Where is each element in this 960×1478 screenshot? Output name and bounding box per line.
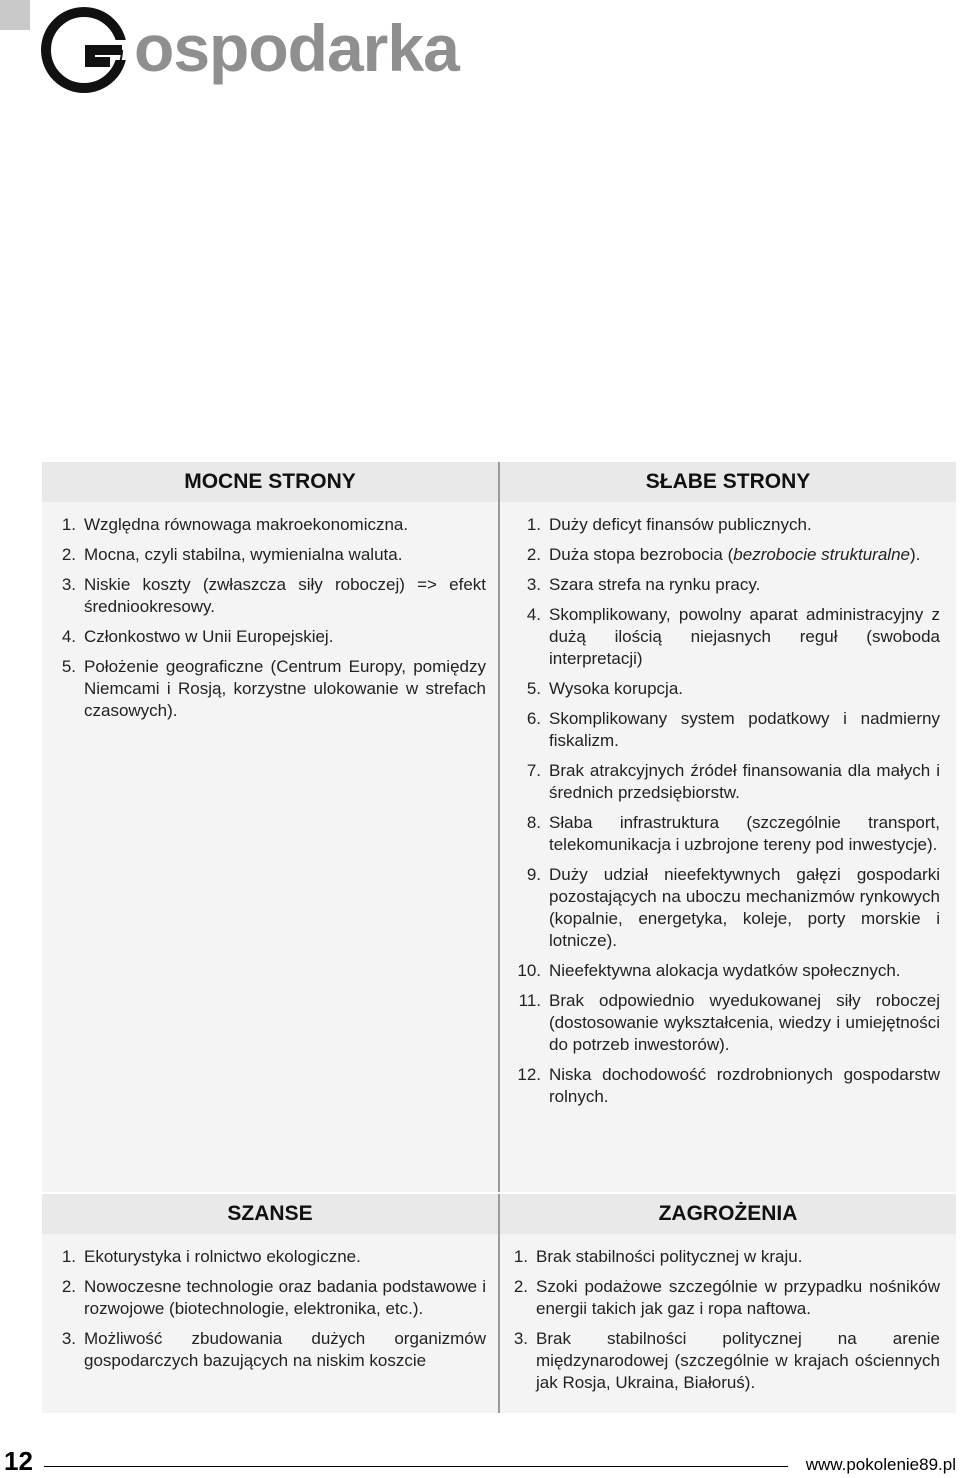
item-number: 1. [61, 1247, 76, 1266]
item-number: 1. [61, 515, 76, 534]
item-text: Brak stabilności politycznej na arenie międzynarodowej (szczególnie w krajach ościennych jak Rosja, Ukraina, Białoruś). [536, 1329, 940, 1392]
logo-letter-g [40, 6, 128, 94]
weaknesses-item [506, 708, 940, 752]
weaknesses-item [506, 990, 940, 1056]
weaknesses-item [506, 760, 940, 804]
item-text: Szoki podażowe szczególnie w przypadku nośników energii takich jak gaz i ropa naftowa. [536, 1277, 940, 1318]
item-text: Niska dochodowość rozdrobnionych gospodarstw rolnych. [549, 1065, 940, 1106]
item-text: Niskie koszty (zwłaszcza siły roboczej) => efekt średniookresowy. [84, 575, 486, 616]
item-number: 12. [517, 1065, 541, 1084]
opportunities-heading: SZANSE [42, 1194, 498, 1234]
item-number: 1. [513, 1247, 528, 1266]
threats-item [506, 1328, 940, 1394]
strengths-heading: MOCNE STRONY [42, 462, 498, 502]
item-text: Brak atrakcyjnych źródeł finansowania dla małych i średnich przedsiębiorstw. [549, 761, 940, 802]
strengths-item [54, 626, 486, 648]
item-text: Brak stabilności politycznej w kraju. [536, 1247, 803, 1266]
threats-heading: ZAGROŻENIA [500, 1194, 956, 1234]
item-number: 3. [61, 1329, 76, 1348]
item-text: Duża stopa bezrobocia (bezrobocie strukturalne). [549, 545, 921, 564]
item-number: 10. [517, 961, 541, 980]
opportunities-quadrant [42, 1194, 498, 1380]
item-text: Duży deficyt finansów publicznych. [549, 515, 812, 534]
item-text: Nieefektywna alokacja wydatków społecznych. [549, 961, 901, 980]
item-number: 3. [513, 1329, 528, 1348]
item-text: Słaba infrastruktura (szczególnie transport, telekomunikacja i uzbrojone tereny pod inwestycje). [549, 813, 940, 854]
item-number: 4. [61, 627, 76, 646]
threats-list [500, 1234, 956, 1394]
item-text: Skomplikowany, powolny aparat administracyjny z dużą ilością niejasnych reguł (swoboda interpretacji) [549, 605, 940, 668]
item-number: 3. [61, 575, 76, 594]
opportunities-item [54, 1276, 486, 1320]
weaknesses-heading: SŁABE STRONY [500, 462, 956, 502]
opportunities-list [42, 1234, 498, 1372]
weaknesses-item [506, 864, 940, 952]
item-text: Wysoka korupcja. [549, 679, 684, 698]
item-number: 2. [61, 545, 76, 564]
item-number: 5. [61, 657, 76, 676]
swot-table [42, 462, 956, 1413]
weaknesses-item [506, 960, 940, 982]
weaknesses-list [500, 502, 956, 1108]
item-text: Ekoturystyka i rolnictwo ekologiczne. [84, 1247, 361, 1266]
item-text: Brak odpowiednio wyedukowanej siły roboczej (dostosowanie wykształcenia, wiedzy i umiejętności do potrzeb inwestorów). [549, 991, 940, 1054]
item-text: Możliwość zbudowania dużych organizmów gospodarczych bazujących na niskim koszcie [84, 1329, 486, 1370]
weaknesses-quadrant [500, 462, 956, 1116]
item-text: Skomplikowany system podatkowy i nadmierny fiskalizm. [549, 709, 940, 750]
corner-square-decoration [0, 0, 30, 30]
item-number: 3. [526, 575, 541, 594]
item-text: Duży udział nieefektywnych gałęzi gospodarki pozostających na uboczu mechanizmów rynkowych (kopalnie, energetyka, koleje, porty morskie i lotnicze). [549, 865, 940, 950]
strengths-list [42, 502, 498, 722]
strengths-item [54, 574, 486, 618]
item-text: Członkostwo w Unii Europejskiej. [84, 627, 334, 646]
item-number: 9. [526, 865, 541, 884]
item-number: 2. [61, 1277, 76, 1296]
strengths-item [54, 544, 486, 566]
strengths-item [54, 656, 486, 722]
item-number: 2. [513, 1277, 528, 1296]
threats-item [506, 1246, 940, 1268]
footer-rule [44, 1466, 788, 1467]
item-number: 6. [526, 709, 541, 728]
page-number: 12 [4, 1446, 33, 1476]
item-text: Położenie geograficzne (Centrum Europy, pomiędzy Niemcami i Rosją, korzystne ulokowanie w strefach czasowych). [84, 657, 486, 720]
item-number: 2. [526, 545, 541, 564]
item-text: Nowoczesne technologie oraz badania podstawowe i rozwojowe (biotechnologie, elektronika, etc.). [84, 1277, 486, 1318]
weaknesses-item [506, 574, 940, 596]
item-number: 7. [526, 761, 541, 780]
threats-quadrant [500, 1194, 956, 1402]
item-number: 8. [526, 813, 541, 832]
item-number: 5. [526, 679, 541, 698]
weaknesses-item [506, 1064, 940, 1108]
item-text: Szara strefa na rynku pracy. [549, 575, 761, 594]
weaknesses-item [506, 514, 940, 536]
footer-url: www.pokolenie89.pl [805, 1455, 956, 1474]
opportunities-item [54, 1246, 486, 1268]
item-number: 11. [518, 991, 541, 1010]
item-number: 4. [526, 605, 541, 624]
weaknesses-item [506, 812, 940, 856]
threats-item [506, 1276, 940, 1320]
page-title: ospodarka [134, 11, 459, 85]
weaknesses-item [506, 604, 940, 670]
opportunities-item [54, 1328, 486, 1372]
item-number: 1. [526, 515, 541, 534]
strengths-quadrant [42, 462, 498, 730]
item-text: Mocna, czyli stabilna, wymienialna waluta. [84, 545, 403, 564]
strengths-item [54, 514, 486, 536]
weaknesses-item [506, 678, 940, 700]
weaknesses-item [506, 544, 940, 566]
item-text: Względna równowaga makroekonomiczna. [84, 515, 409, 534]
